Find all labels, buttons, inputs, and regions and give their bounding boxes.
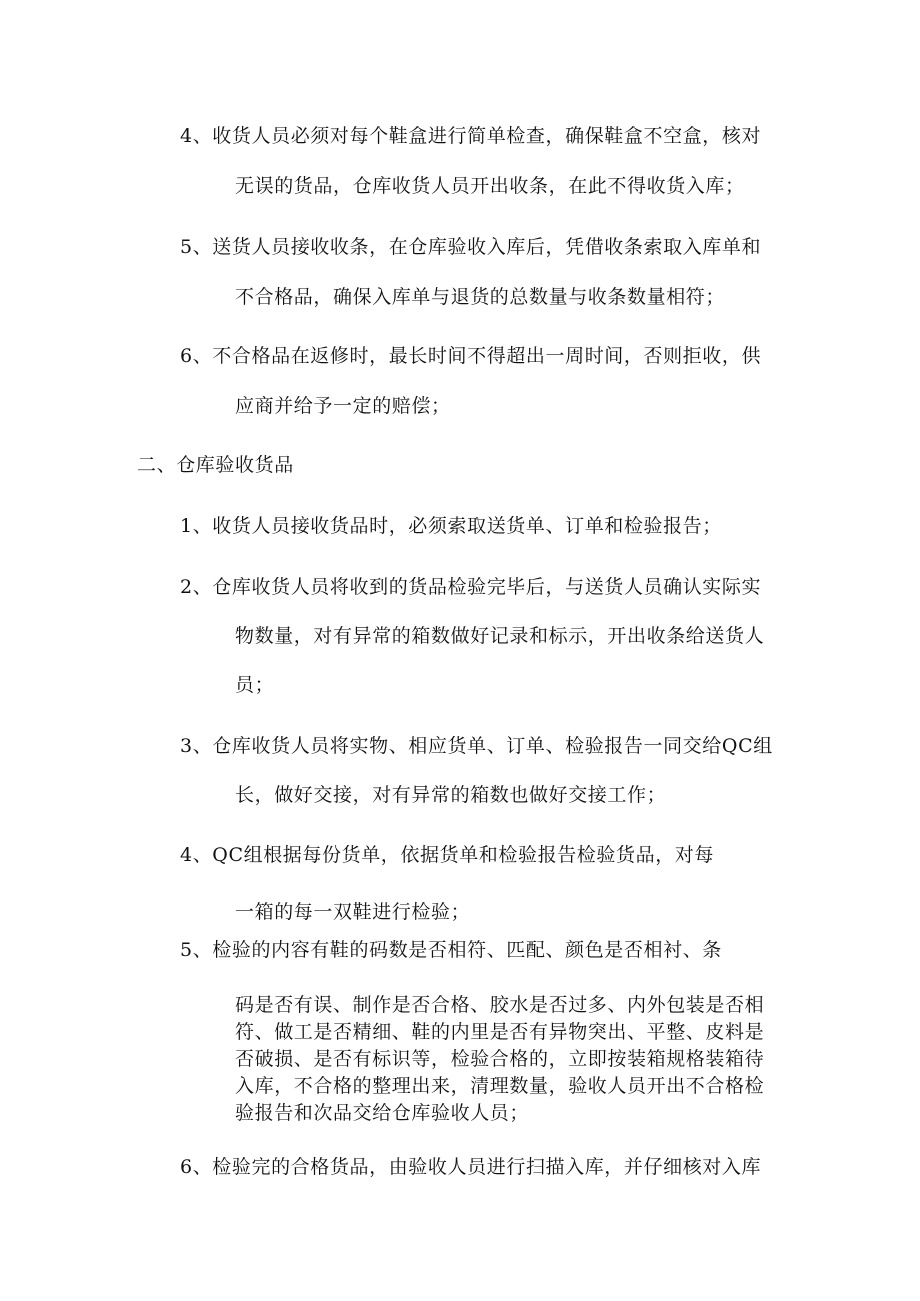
s1-item6-line1: 6、不合格品在返修时，最长时间不得超出一周时间，否则拒收，供 bbox=[180, 345, 762, 367]
s2-item3-line2: 长，做好交接，对有异常的箱数也做好交接工作； bbox=[235, 784, 667, 806]
s1-item4-line1: 4、收货人员必须对每个鞋盒进行简单检查，确保鞋盒不空盒，核对 bbox=[180, 125, 762, 147]
s2-item5-line2: 码是否有误、制作是否合格、胶水是否过多、内外包装是否相 bbox=[235, 994, 765, 1016]
s2-item6-line1: 6、检验完的合格货品，由验收人员进行扫描入库，并仔细核对入库 bbox=[180, 1156, 762, 1178]
s2-item3-line1: 3、仓库收货人员将实物、相应货单、订单、检验报告一同交给QC组 bbox=[180, 735, 773, 757]
s2-item5-line4: 否破损、是否有标识等，检验合格的，立即按装箱规格装箱待 bbox=[235, 1048, 765, 1070]
s2-item5-line1: 5、检验的内容有鞋的码数是否相符、匹配、颜色是否相衬、条 bbox=[180, 939, 722, 961]
section2-heading: 二、仓库验收货品 bbox=[137, 454, 294, 476]
s2-item5-line3: 符、做工是否精细、鞋的内里是否有异物突出、平整、皮料是 bbox=[235, 1021, 765, 1043]
s1-item6-line2: 应商并给予一定的赔偿； bbox=[235, 395, 451, 417]
s2-item2-line2: 物数量，对有异常的箱数做好记录和标示，开出收条给送货人 bbox=[235, 625, 765, 647]
s2-item4-line1: 4、QC组根据每份货单，依据货单和检验报告检验货品，对每 bbox=[180, 844, 715, 866]
s2-item1-line1: 1、收货人员接收货品时，必须索取送货单、订单和检验报告； bbox=[180, 515, 722, 537]
s1-item5-line1: 5、送货人员接收收条，在仓库验收入库后，凭借收条索取入库单和 bbox=[180, 236, 762, 258]
s2-item5-line6: 验报告和次品交给仓库验收人员； bbox=[235, 1102, 530, 1124]
s2-item5-line5: 入库，不合格的整理出来，清理数量，验收人员开出不合格检 bbox=[235, 1075, 765, 1097]
s1-item5-line2: 不合格品，确保入库单与退货的总数量与收条数量相符； bbox=[235, 286, 726, 308]
s2-item2-line3: 员； bbox=[235, 674, 275, 696]
s2-item4-line2: 一箱的每一双鞋进行检验； bbox=[235, 901, 471, 923]
s1-item4-line2: 无误的货品，仓库收货人员开出收条，在此不得收货入库； bbox=[235, 175, 745, 197]
s2-item2-line1: 2、仓库收货人员将收到的货品检验完毕后，与送货人员确认实际实 bbox=[180, 576, 762, 598]
